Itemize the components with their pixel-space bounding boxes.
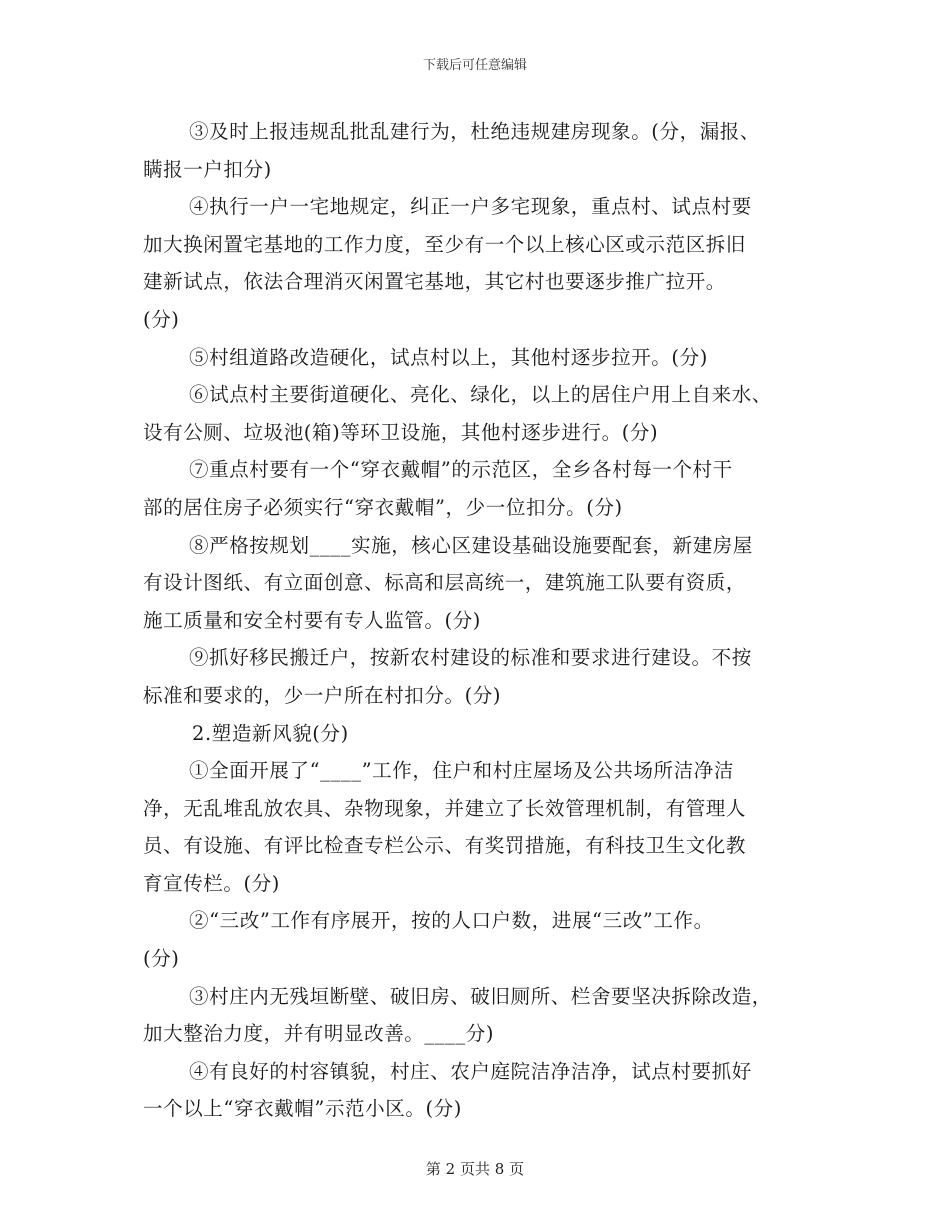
text-line: ③及时上报违规乱批乱建行为，杜绝违规建房现象。(分，漏报、 bbox=[189, 120, 761, 143]
header-note: 下载后可任意编辑 bbox=[422, 58, 527, 73]
text-line: ①全面开展了“____”工作，住户和村庄屋场及公共场所洁净洁 bbox=[189, 759, 734, 783]
text-line: ④有良好的村容镇貌，村庄、农户庭院洁净洁净，试点村要抓好 bbox=[189, 1059, 752, 1083]
page-number: 第 2 页共 8 页 bbox=[425, 1160, 525, 1178]
text-line: ⑧严格按规划____实施，核心区建设基础设施要配套，新建房屋 bbox=[189, 533, 754, 557]
text-line: 员、有设施、有评比检查专栏公示、有奖罚措施，有科技卫生文化教 bbox=[143, 834, 747, 858]
text-line: 加大整治力度，并有明显改善。____分) bbox=[143, 1022, 495, 1046]
text-line: 瞒报一户扣分) bbox=[143, 157, 272, 181]
text-line: (分) bbox=[143, 307, 180, 331]
text-line: 部的居住房子必须实行“穿衣戴帽”，少一位扣分。(分) bbox=[143, 495, 623, 519]
text-line: 设有公厕、垃圾池(箱)等环卫设施，其他村逐步进行。(分) bbox=[143, 420, 659, 444]
text-line: 施工质量和安全村要有专人监管。(分) bbox=[143, 608, 482, 632]
text-line: ③村庄内无残垣断壁、破旧房、破旧厕所、栏舍要坚决拆除改造， bbox=[189, 984, 772, 1008]
text-line: 标准和要求的，少一户所在村扣分。(分) bbox=[143, 683, 502, 707]
text-line: ④执行一户一宅地规定，纠正一户多宅现象，重点村、试点村要 bbox=[189, 195, 752, 219]
text-line: ⑦重点村要有一个“穿衣戴帽”的示范区，全乡各村每一个村干 bbox=[189, 458, 733, 482]
text-line: ⑥试点村主要街道硬化、亮化、绿化，以上的居住户用上自来水、 bbox=[189, 383, 772, 407]
text-line: 育宣传栏。(分) bbox=[143, 871, 281, 895]
text-line: 有设计图纸、有立面创意、标高和层高统一，建筑施工队要有资质， bbox=[143, 571, 747, 595]
text-line: ⑤村组道路改造硬化，试点村以上，其他村逐步拉开。(分) bbox=[189, 345, 708, 369]
text-line: 2.塑造新风貌(分) bbox=[192, 721, 349, 745]
document-body bbox=[143, 113, 818, 1128]
text-line: 净，无乱堆乱放农具、杂物现象，并建立了长效管理机制，有管理人 bbox=[143, 796, 747, 820]
text-line: 加大换闲置宅基地的工作力度，至少有一个以上核心区或示范区拆旧 bbox=[143, 232, 747, 256]
text-line: ②“三改”工作有序展开，按的人口户数，进展“三改”工作。 bbox=[189, 909, 714, 933]
text-line: ⑨抓好移民搬迁户，按新农村建设的标准和要求进行建设。不按 bbox=[189, 646, 752, 670]
text-line: (分) bbox=[143, 947, 180, 971]
text-line: 一个以上“穿衣戴帽”示范小区。(分) bbox=[143, 1097, 462, 1121]
text-line: 建新试点，依法合理消灭闲置宅基地，其它村也要逐步推广拉开。 bbox=[143, 270, 726, 294]
